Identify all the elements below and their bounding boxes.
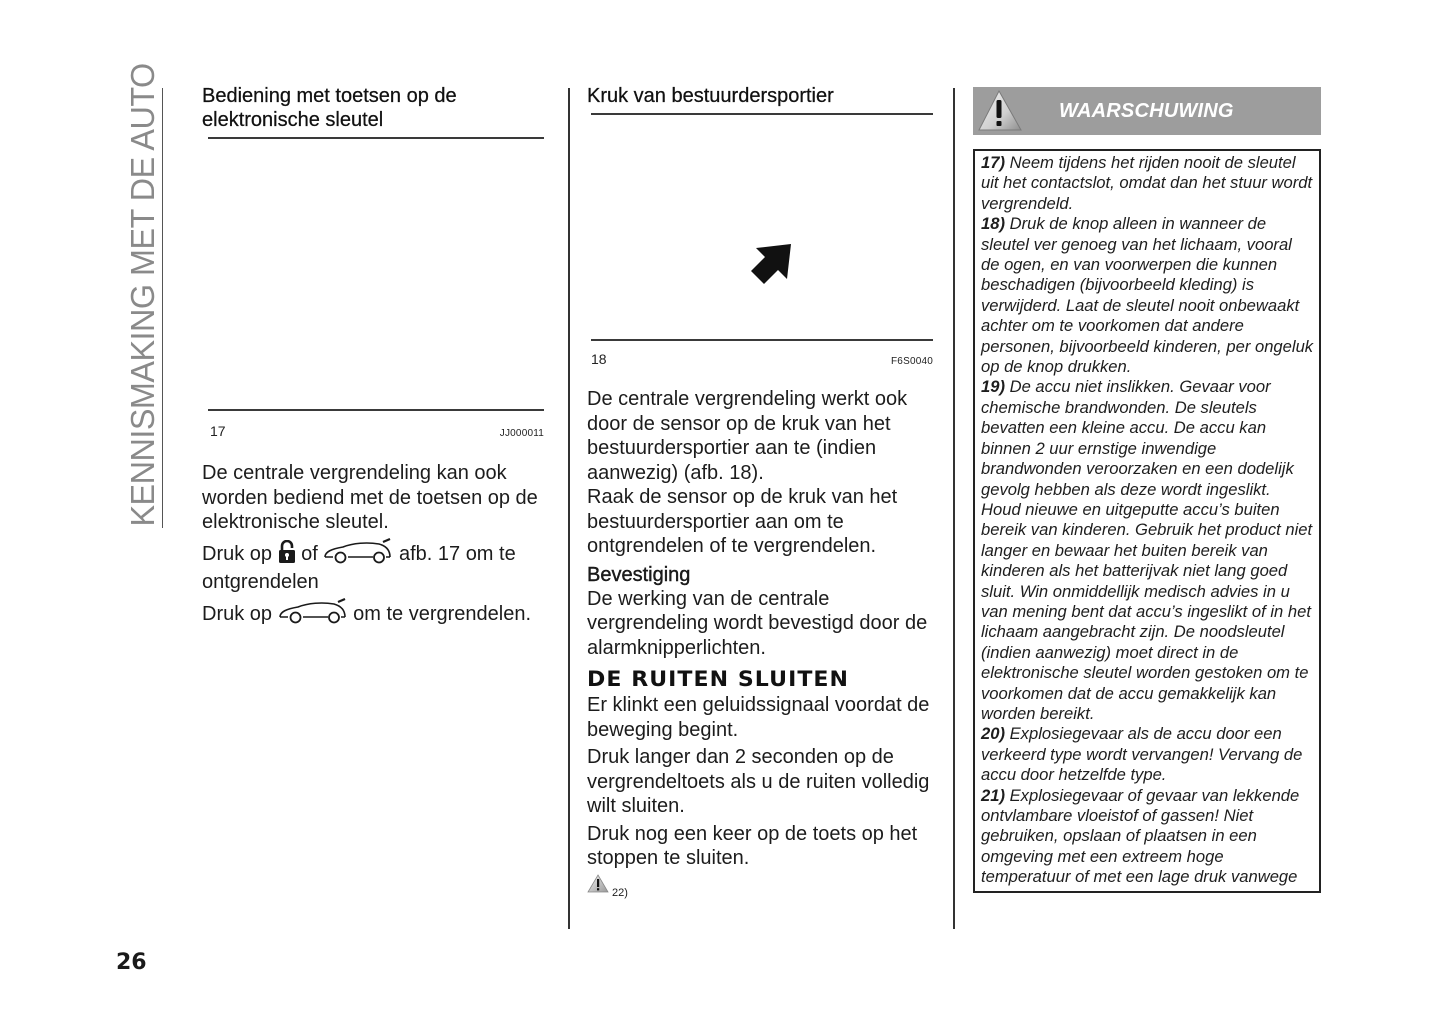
warning-item-number: 20) bbox=[981, 724, 1005, 744]
warning-item-text: De accu niet inslikken. Gevaar voor chemische brandwonden. De sleutels bevatten een kleine accu. De accu kan binnen 2 uur ernstige inwendige brandwonden veroorzaken en een dodelijk gevolg hebben als deze wordt ingeslikt. Houd nieuwe en uitgeputte accu’s buiten bereik van kinderen. Gebruik het product niet langer en bewaar het buiten bereik van kinderen als het batterijvak niet lang goed sluit. Win onmiddellijk medisch advies in u van mening bent dat accu’s ingeslikt of in het lichaam aangebracht zijn. De noodsleutel (indien aanwezig) moet direct in de elektronische sleutel worden gestoken om te voorkomen dat de accu gemakkelijk kan worden bereikt. bbox=[981, 377, 1313, 723]
warning-item-number: 19) bbox=[981, 377, 1005, 397]
warning-item-text: Explosiegevaar als de accu door een verkeerd type wordt vervangen! Vervang de accu door hetzelfde type. bbox=[981, 724, 1303, 785]
paragraph: Raak de sensor op de kruk van het bestuurdersportier aan om te ontgrendelen of te vergrendelen. bbox=[587, 486, 898, 557]
instruction-suffix: om te vergrendelen. bbox=[353, 602, 532, 625]
paragraph: Er klinkt een geluidssignaal voordat de beweging begint. bbox=[587, 694, 930, 741]
warning-item-number: 17) bbox=[981, 153, 1005, 172]
warning-item-text: Neem tijdens het rijden nooit de sleutel uit het contactslot, omdat dan het stuur wordt vergrendeld. bbox=[981, 153, 1313, 213]
figure-code: F6S0040 bbox=[891, 356, 933, 367]
column-door-handle bbox=[587, 84, 933, 900]
warning-item bbox=[981, 214, 1314, 377]
warning-triangle-icon bbox=[977, 88, 1023, 139]
car-icon bbox=[323, 538, 393, 571]
car-icon bbox=[278, 598, 348, 631]
warning-item bbox=[981, 377, 1314, 724]
warning-reference[interactable] bbox=[587, 874, 933, 901]
arrow-up-right-icon bbox=[750, 243, 792, 290]
paragraph: De werking van de centrale vergrendeling wordt bevestigd door de alarmknipperlichten. bbox=[587, 587, 928, 659]
lock-instruction bbox=[202, 598, 544, 631]
column-divider-1 bbox=[568, 88, 570, 929]
section-heading-keyfob: Bediening met toetsen op de elektronische sleutel bbox=[202, 85, 457, 131]
warning-reference-label: 22) bbox=[612, 887, 628, 899]
padlock-open-icon bbox=[278, 540, 296, 571]
subheading-confirmation: Bevestiging bbox=[587, 563, 691, 586]
warning-item bbox=[981, 153, 1314, 214]
unlock-instruction bbox=[202, 538, 544, 595]
running-title bbox=[124, 63, 164, 530]
figure-bottom-rule bbox=[208, 409, 544, 411]
figure-bottom-rule bbox=[591, 339, 933, 341]
instruction-prefix: Druk op bbox=[202, 542, 273, 565]
paragraph: Druk nog een keer op de toets op het stoppen te sluiten. bbox=[587, 822, 918, 869]
column-divider-2 bbox=[953, 88, 955, 929]
paragraph: De centrale vergrendeling werkt ook door de sensor op de kruk van het bestuurdersportier aan te (indien aanwezig) (afb. 18). bbox=[587, 388, 908, 484]
warning-box bbox=[973, 149, 1321, 893]
instruction-suffix: afb. 17 om te ontgrendelen bbox=[202, 542, 516, 593]
warning-item-number: 18) bbox=[981, 214, 1005, 234]
figure-number: 17 bbox=[210, 423, 226, 439]
warning-triangle-icon bbox=[587, 874, 609, 901]
column-keyfob bbox=[202, 84, 544, 633]
warning-header bbox=[973, 87, 1321, 135]
page-number: 26 bbox=[116, 950, 147, 975]
warning-title: WAARSCHUWING bbox=[1059, 100, 1234, 122]
running-title-rule bbox=[162, 88, 163, 528]
instruction-prefix: Druk op bbox=[202, 602, 273, 625]
figure-17-image bbox=[202, 139, 544, 409]
warning-item-text: Explosiegevaar of gevaar van lekkende ontvlambare vloeistof of gassen! Niet gebruiken, opslaan of plaatsen in een omgeving met een extreem hoge temperatuur of met een lage druk vanwege bbox=[981, 785, 1300, 887]
warning-panel bbox=[973, 87, 1322, 893]
section-title-close-windows: DE RUITEN SLUITEN bbox=[587, 667, 850, 691]
door-handle-body bbox=[587, 387, 933, 900]
figure-number: 18 bbox=[591, 351, 607, 367]
figure-code: JJ000011 bbox=[499, 428, 544, 439]
figure-18-caption bbox=[591, 351, 933, 367]
warning-item-number: 21) bbox=[981, 785, 1005, 805]
paragraph: Druk langer dan 2 seconden op de vergrendeltoets als u de ruiten volledig wilt sluiten. bbox=[587, 746, 930, 817]
warning-item bbox=[981, 786, 1314, 888]
figure-18-image bbox=[587, 115, 933, 339]
paragraph: De centrale vergrendeling kan ook worden bediend met de toetsen op de elektronische sleutel. bbox=[202, 462, 538, 533]
warning-item-text: Druk de knop alleen in wanneer de sleutel ver genoeg van het lichaam, vooral de ogen, en van voorwerpen die kunnen beschadigen (bijvoorbeeld kleding) is verwijderd. Laat de sleutel nooit onbewaakt achter om te voorkomen dat andere personen, bijvoorbeeld kinderen, per ongeluk op de knop drukken. bbox=[981, 214, 1314, 377]
warning-item bbox=[981, 724, 1314, 785]
figure-17-caption bbox=[210, 423, 544, 439]
keyfob-body bbox=[202, 461, 544, 630]
running-title-text: KENNISMAKING MET DE AUTO bbox=[124, 63, 161, 527]
section-heading-door-handle: Kruk van bestuurdersportier bbox=[587, 85, 834, 107]
instruction-middle: of bbox=[301, 542, 318, 565]
